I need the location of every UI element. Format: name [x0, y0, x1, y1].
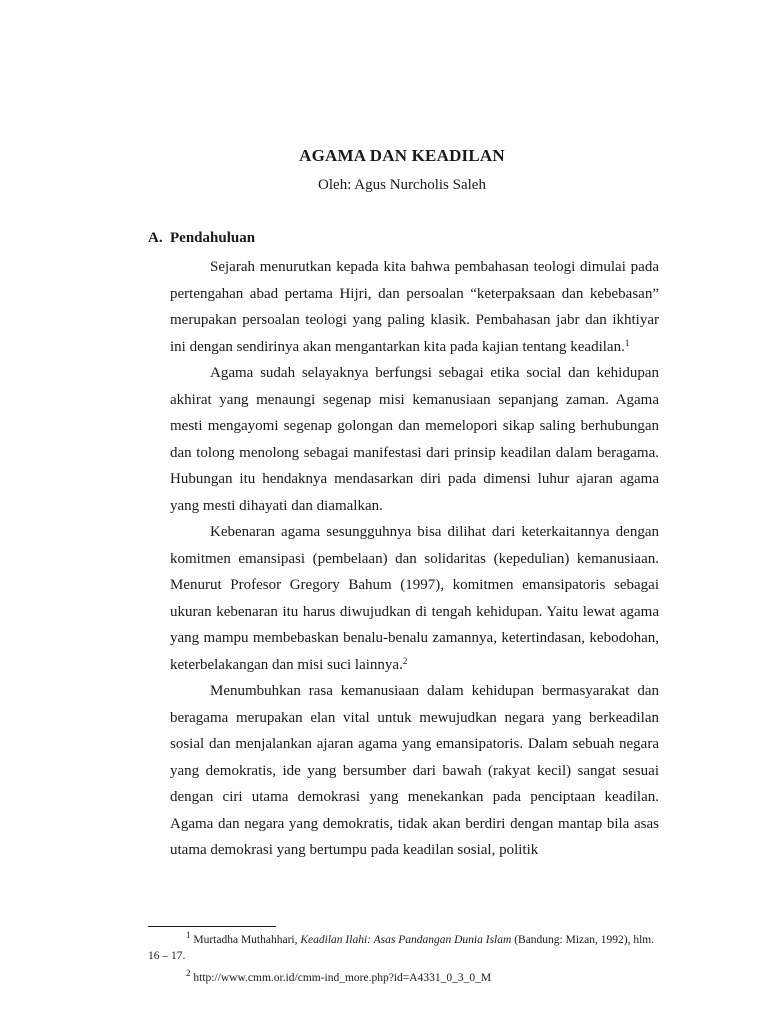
paragraph — [170, 360, 659, 519]
footnote-text: (Bandung: Mizan, 1992), hlm. 16 – 17. — [148, 934, 655, 962]
paragraph — [170, 678, 659, 864]
paragraph — [170, 254, 659, 360]
footnote-separator — [148, 926, 276, 927]
footnote-ref[interactable]: 1 — [624, 337, 630, 348]
footnote-number: 1 — [186, 930, 191, 940]
footnotes — [148, 932, 658, 992]
footnote — [148, 932, 658, 964]
footnote — [148, 970, 658, 986]
paragraph-text: Agama sudah selayaknya berfungsi sebagai etika social dan kehidupan akhirat yang menaungi segenap misi kemanusiaan sepanjang zaman. Agama mesti mengayomi segenap golongan dan memelopori sikap saling berhubungan dan tolong menolong sebagai manifestasi dari prinsip keadilan dalam beragama. Hubungan itu hendaknya mendasarkan diri pada dimensi luhur ajaran agama yang mesti dihayati dan diamalkan. — [170, 365, 659, 514]
section-heading — [148, 230, 255, 247]
author-line: Oleh: Agus Nurcholis Saleh — [318, 177, 486, 193]
paragraph-text: Sejarah menurutkan kepada kita bahwa pembahasan teologi dimulai pada pertengahan abad pertama Hijri, dan persoalan “keterpaksaan dan kebebasan” merupakan persoalan teologi yang paling klasik. Pembahasan jabr dan ikhtiyar ini dengan sendirinya akan mengantarkan kita pada kajian tentang keadilan. — [170, 259, 659, 355]
section-letter: A. — [148, 230, 163, 246]
footnote-ref[interactable]: 2 — [402, 655, 408, 666]
document-title: AGAMA DAN KEADILAN — [299, 146, 505, 165]
section-title: Pendahuluan — [170, 230, 256, 246]
body-text — [170, 254, 659, 864]
paragraph-text: Kebenaran agama sesungguhnya bisa dilihat dari keterkaitannya dengan komitmen emansipasi (pembelaan) dan solidaritas (kepedulian) kemanusiaan. Menurut Profesor Gregory Bahum (1997), komitmen emansipatoris sebagai ukuran kebenaran itu harus diwujudkan di tengah kehidupan. Yaitu lewat agama yang mampu membebaskan benalu-benalu zamannya, ketertindasan, kebodohan, keterbelakangan dan misi suci lainnya. — [170, 524, 659, 673]
footnote-book-title: Keadilan Ilahi: Asas Pandangan Dunia Islam — [300, 934, 512, 946]
paragraph — [170, 519, 659, 678]
footnote-text: Murtadha Muthahhari, — [193, 934, 301, 946]
footnote-url[interactable]: http://www.cmm.or.id/cmm-ind_more.php?id=A4331_0_3_0_M — [193, 972, 492, 984]
paragraph-text: Menumbuhkan rasa kemanusiaan dalam kehidupan bermasyarakat dan beragama merupakan elan vital untuk mewujudkan negara yang berkeadilan sosial dan menjalankan ajaran agama yang emansipatoris. Dalam sebuah negara yang demokratis, ide yang bersumber dari bawah (rakyat kecil) sangat sesuai dengan ciri utama demokrasi yang menekankan pada penciptaan keadilan. Agama dan negara yang demokratis, tidak akan berdiri dengan mantap bila asas utama demokrasi yang bertumpu pada keadilan sosial, politik — [170, 683, 659, 858]
footnote-number: 2 — [186, 968, 191, 978]
